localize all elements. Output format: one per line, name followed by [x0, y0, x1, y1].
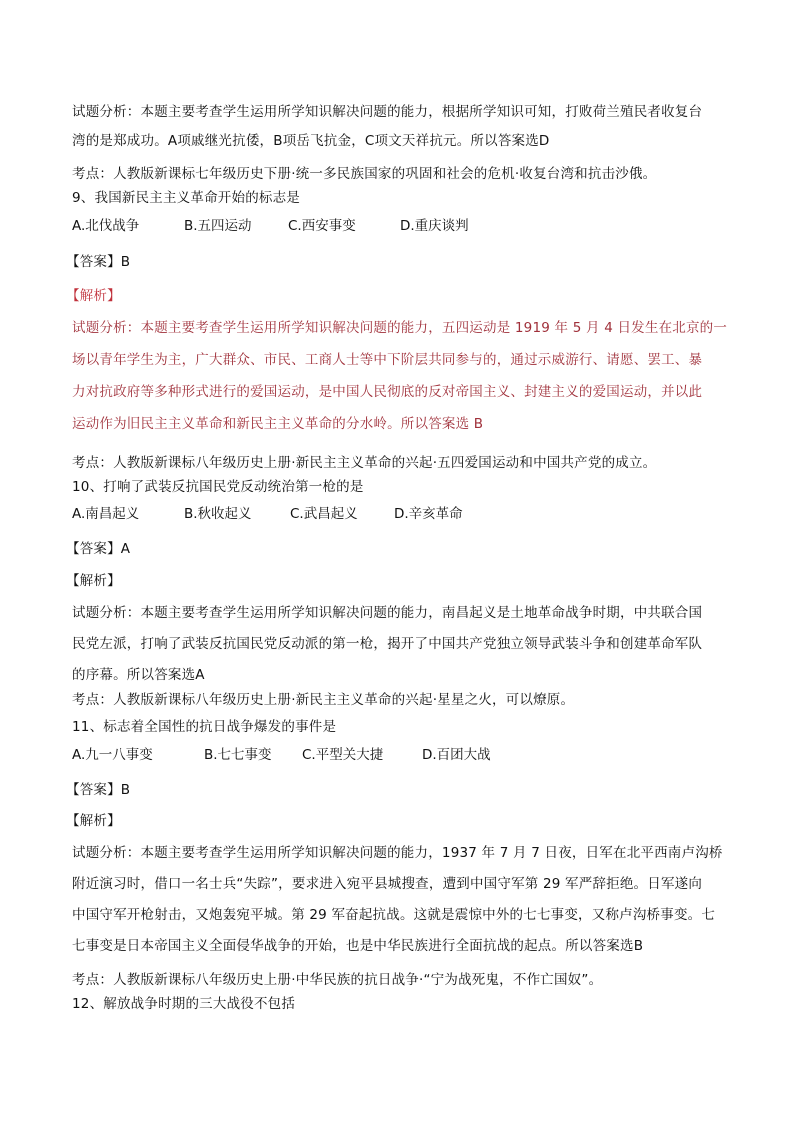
q11-question: 11、标志着全国性的抗日战争爆发的事件是 [72, 719, 337, 735]
q9-option-a: A.北伐战争 [72, 218, 140, 234]
q9-analysis-line-1: 试题分析：本题主要考查学生运用所学知识解决问题的能力，五四运动是 1919 年 5 月 4 日发生在北京的一 [72, 320, 728, 336]
q11-option-c: C.平型关大捷 [302, 747, 384, 763]
q11-analysis-line-1: 试题分析：本题主要考查学生运用所学知识解决问题的能力，1937 年 7 月 7 日夜，日军在北平西南卢沟桥 [72, 845, 723, 861]
q10-question: 10、打响了武装反抗国民党反动统治第一枪的是 [72, 479, 364, 495]
q10-analysis-line-1: 试题分析：本题主要考查学生运用所学知识解决问题的能力，南昌起义是土地革命战争时期，中共联合国 [72, 605, 703, 621]
q10-option-a: A.南昌起义 [72, 506, 140, 522]
q11-answer: 【答案】B [66, 782, 131, 798]
q11-analysis-line-2: 附近演习时，借口一名士兵“失踪”，要求进入宛平县城搜查，遭到中国守军第 29 军严辞拒绝。日军遂向 [72, 876, 703, 892]
q9-kaodian: 考点：人教版新课标八年级历史上册·新民主主义革命的兴起·五四爱国运动和中国共产党的成立。 [72, 455, 657, 471]
q10-answer: 【答案】A [66, 541, 131, 557]
q10-option-b: B.秋收起义 [184, 506, 252, 522]
q8-analysis-line-1: 试题分析：本题主要考查学生运用所学知识解决问题的能力，根据所学知识可知，打败荷兰殖民者收复台 [72, 104, 703, 120]
q10-option-d: D.辛亥革命 [394, 506, 463, 522]
q10-analysis-label: 【解析】 [66, 573, 121, 589]
q9-analysis-line-3: 力对抗政府等多种形式进行的爱国运动，是中国人民彻底的反对帝国主义、封建主义的爱国运动，并以此 [72, 384, 703, 400]
q11-option-a: A.九一八事变 [72, 747, 153, 763]
q9-option-c: C.西安事变 [288, 218, 356, 234]
q11-option-d: D.百团大战 [422, 747, 491, 763]
q11-kaodian: 考点：人教版新课标八年级历史上册·中华民族的抗日战争·“宁为战死鬼，不作亡国奴”。 [72, 972, 603, 988]
q8-kaodian: 考点：人教版新课标七年级历史下册·统一多民族国家的巩固和社会的危机·收复台湾和抗击沙俄。 [72, 166, 657, 182]
q8-analysis-line-2: 湾的是郑成功。A项戚继光抗倭，B项岳飞抗金，C项文天祥抗元。所以答案选D [72, 133, 550, 149]
q9-analysis-line-4: 运动作为旧民主主义革命和新民主主义革命的分水岭。所以答案选 B [72, 416, 484, 432]
q9-answer: 【答案】B [66, 254, 131, 270]
q11-analysis-label: 【解析】 [66, 813, 121, 829]
q12-question: 12、解放战争时期的三大战役不包括 [72, 996, 296, 1012]
q10-analysis-line-2: 民党左派，打响了武装反抗国民党反动派的第一枪，揭开了中国共产党独立领导武装斗争和创建革命军队 [72, 636, 703, 652]
q10-kaodian: 考点：人教版新课标八年级历史上册·新民主主义革命的兴起·星星之火，可以燎原。 [72, 692, 575, 708]
q11-option-b: B.七七事变 [204, 747, 272, 763]
q10-option-c: C.武昌起义 [290, 506, 358, 522]
q10-analysis-line-3: 的序幕。所以答案选A [72, 667, 205, 683]
q9-option-b: B.五四运动 [184, 218, 252, 234]
q11-analysis-line-4: 七事变是日本帝国主义全面侵华战争的开始，也是中华民族进行全面抗战的起点。所以答案选B [72, 938, 644, 954]
q9-question: 9、我国新民主主义革命开始的标志是 [72, 190, 300, 206]
q11-analysis-line-3: 中国守军开枪射击，又炮轰宛平城。第 29 军奋起抗战。这就是震惊中外的七七事变，又称卢沟桥事变。七 [72, 907, 716, 923]
q9-analysis-label: 【解析】 [66, 288, 121, 304]
q9-option-d: D.重庆谈判 [400, 218, 469, 234]
q9-analysis-line-2: 场以青年学生为主，广大群众、市民、工商人士等中下阶层共同参与的，通过示威游行、请愿、罢工、暴 [72, 352, 703, 368]
